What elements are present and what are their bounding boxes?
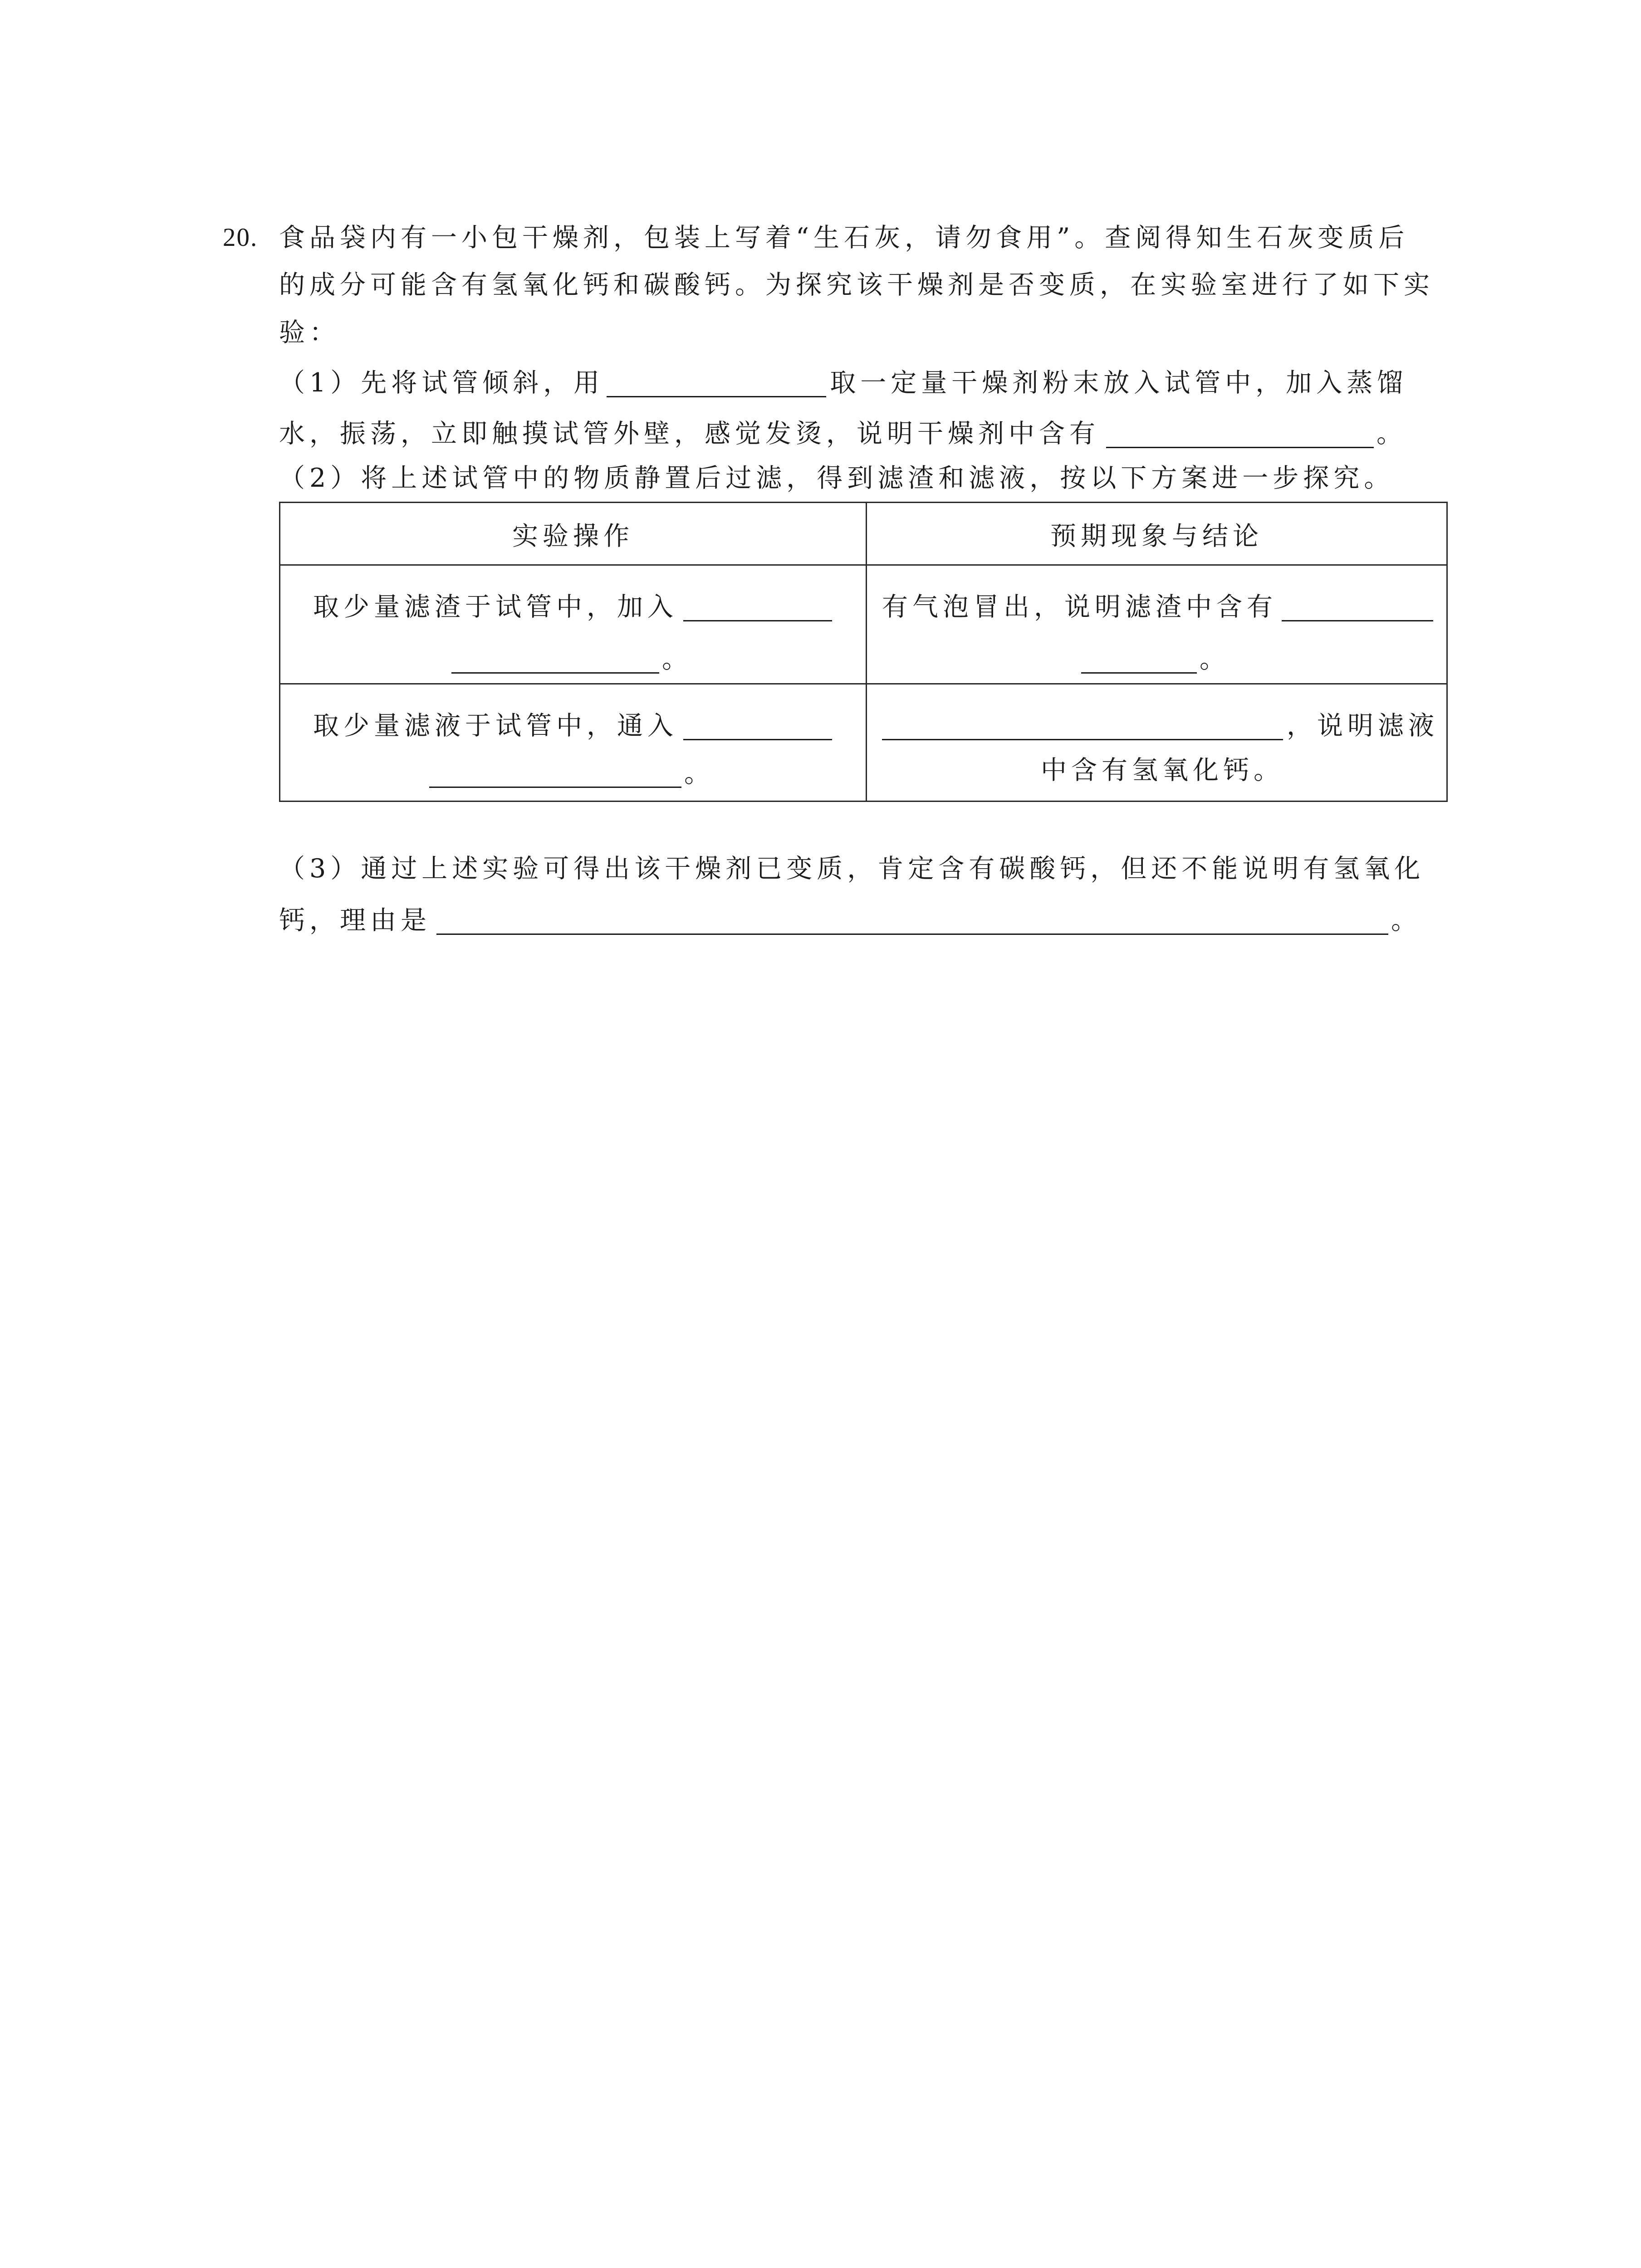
row1-operation-text: 取少量滤渣于试管中，加入 bbox=[313, 592, 678, 622]
header-operation: 实验操作 bbox=[512, 521, 634, 551]
row2-operation-line-2 bbox=[429, 755, 715, 792]
row2-operation-end: 。 bbox=[684, 758, 715, 788]
row2-result-line-2: 中含有氢氧化钙。 bbox=[1041, 755, 1284, 785]
answer-blank bbox=[429, 763, 681, 787]
answer-blank bbox=[1106, 423, 1374, 448]
table-row-2-result bbox=[867, 684, 1446, 801]
row1-operation-end: 。 bbox=[662, 644, 692, 674]
answer-blank bbox=[1282, 596, 1433, 621]
row1-operation-line-2 bbox=[451, 641, 692, 677]
row2-result-text-after: ，说明滤液 bbox=[1287, 711, 1439, 741]
table-row-1-operation bbox=[280, 566, 867, 684]
row2-result-line-1 bbox=[882, 708, 1439, 744]
row1-result-line-2 bbox=[1081, 641, 1230, 677]
part1-line-1 bbox=[279, 365, 1407, 401]
row1-result-end: 。 bbox=[1200, 644, 1230, 674]
answer-blank bbox=[451, 649, 659, 673]
answer-blank bbox=[683, 596, 832, 621]
part3-line-end: 。 bbox=[1391, 905, 1421, 935]
row1-operation-line-1 bbox=[313, 589, 832, 625]
row1-result-line-1 bbox=[882, 589, 1433, 625]
answer-blank bbox=[607, 372, 826, 397]
answer-blank bbox=[882, 715, 1283, 740]
question-stem-line-3: 验： bbox=[279, 318, 340, 347]
part2-intro: （2）将上述试管中的物质静置后过滤，得到滤渣和滤液，按以下方案进一步探究。 bbox=[279, 463, 1395, 493]
answer-blank bbox=[436, 910, 1388, 934]
table-row-1-result bbox=[867, 566, 1446, 684]
experiment-table bbox=[279, 502, 1448, 802]
question-number: 20. bbox=[223, 223, 258, 252]
part3-text-before-blank: 钙，理由是 bbox=[279, 905, 431, 935]
table-header-cell bbox=[280, 503, 867, 566]
header-result: 预期现象与结论 bbox=[1050, 521, 1263, 551]
part1-text-after-blank: 取一定量干燥剂粉末放入试管中，加入蒸馏 bbox=[830, 368, 1408, 398]
question-stem-line-2: 的成分可能含有氢氧化钙和碳酸钙。为探究该干燥剂是否变质，在实验室进行了如下实 bbox=[279, 270, 1434, 300]
question-stem-line-1: 食品袋内有一小包干燥剂，包装上写着“生石灰，请勿食用”。查阅得知生石灰变质后 bbox=[279, 223, 1409, 253]
part1-text-before-blank-2: 水，振荡，立即触摸试管外壁，感觉发烫，说明干燥剂中含有 bbox=[279, 419, 1100, 449]
part1-line-2 bbox=[279, 415, 1407, 452]
answer-blank bbox=[1081, 649, 1197, 673]
row1-result-text: 有气泡冒出，说明滤渣中含有 bbox=[882, 592, 1277, 622]
part3-line-1: （3）通过上述实验可得出该干燥剂已变质，肯定含有碳酸钙，但还不能说明有氢氧化 bbox=[279, 854, 1425, 884]
table-header-cell bbox=[867, 503, 1446, 566]
table-row-2-operation bbox=[280, 684, 867, 801]
answer-blank bbox=[683, 715, 832, 740]
part1-text-before-blank: （1）先将试管倾斜，用 bbox=[279, 368, 604, 398]
row2-operation-text: 取少量滤液于试管中，通入 bbox=[313, 711, 678, 741]
row2-operation-line-1 bbox=[313, 708, 832, 744]
part3-line-2 bbox=[279, 902, 1421, 938]
part1-line-end: 。 bbox=[1376, 419, 1407, 449]
